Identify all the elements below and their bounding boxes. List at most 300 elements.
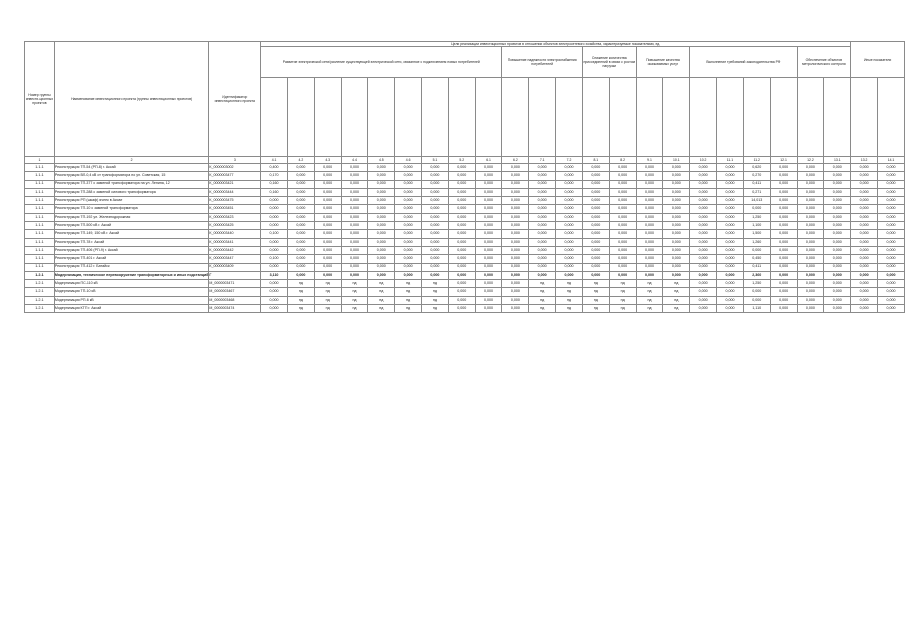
value-cell: 0,000 [448,296,475,304]
value-cell: 0,000 [314,263,341,271]
header-group-b: Повышение надежности электроснабжения потребителей [502,47,582,78]
table-row [25,280,905,288]
project-code: К_0000003477 [209,172,261,180]
value-cell: 0,000 [287,213,314,221]
value-cell: 0,000 [341,271,368,279]
project-name: Реконструкция ТП-78 г. Аксай [54,238,209,246]
value-cell: 0,000 [770,222,797,230]
value-cell: 0,000 [395,164,422,172]
column-number: 13.2 [851,157,878,164]
value-cell: 0,000 [797,263,824,271]
table-row [25,222,905,230]
value-cell: нд [422,280,449,288]
project-code: М_0000003471 [209,280,261,288]
table-row [25,238,905,246]
value-cell: 0,000 [878,205,905,213]
value-cell: 0,000 [287,205,314,213]
value-cell: 0,000 [422,238,449,246]
row-number: 1.2.1 [25,280,55,288]
row-number: 1.1.1 [25,246,55,254]
value-cell: 0,000 [395,271,422,279]
project-name: Модернизация РП-6 кВ [54,296,209,304]
value-cell: 0,000 [341,238,368,246]
project-code: К_0000003423 [209,213,261,221]
value-cell: 0,000 [287,263,314,271]
value-cell: 0,000 [395,205,422,213]
value-cell: 0,000 [314,255,341,263]
value-cell: 0,000 [851,288,878,296]
value-cell: 0,000 [690,213,717,221]
value-cell: 0,000 [851,263,878,271]
header-subcolumn [824,78,851,157]
value-cell: 3,110 [261,271,288,279]
value-cell: 0,400 [261,164,288,172]
value-cell: 0,000 [556,205,583,213]
value-cell: 0,000 [797,222,824,230]
value-cell: 2,360 [743,271,770,279]
value-cell: 0,411 [743,263,770,271]
value-cell: 0,000 [582,188,609,196]
table-row [25,164,905,172]
value-cell: 0,000 [529,263,556,271]
value-cell: 0,000 [556,172,583,180]
value-cell: 0,000 [609,172,636,180]
value-cell: 0,000 [502,246,529,254]
value-cell: 0,000 [609,222,636,230]
value-cell: 0,000 [717,238,744,246]
value-cell: нд [529,296,556,304]
row-number: 1.1.1 [25,222,55,230]
value-cell: нд [341,296,368,304]
value-cell: 0,000 [448,280,475,288]
value-cell: 0,000 [770,305,797,313]
value-cell: 0,000 [475,197,502,205]
value-cell: 0,000 [824,263,851,271]
value-cell: 0,000 [287,164,314,172]
value-cell: 0,000 [797,172,824,180]
value-cell: нд [368,296,395,304]
value-cell: 0,000 [448,288,475,296]
row-number: 1.2.1 [25,305,55,313]
value-cell: 0,000 [878,188,905,196]
value-cell: 0,000 [502,213,529,221]
value-cell: 0,000 [395,255,422,263]
value-cell: 0,000 [529,271,556,279]
value-cell: 0,000 [422,246,449,254]
value-cell: нд [582,288,609,296]
value-cell: 0,000 [609,164,636,172]
value-cell: 0,000 [422,213,449,221]
project-code: К_0000003442 [209,246,261,254]
value-cell: 0,000 [368,271,395,279]
value-cell: 0,000 [824,238,851,246]
value-cell: 0,000 [797,205,824,213]
column-number: 10.2 [690,157,717,164]
value-cell: 0,000 [878,238,905,246]
header-subcolumn [797,78,824,157]
value-cell: 0,000 [448,255,475,263]
value-cell: 0,000 [287,246,314,254]
project-name: Реконструкция ТП-10 с заменой трансформатора [54,205,209,213]
value-cell: 0,000 [529,188,556,196]
value-cell: 0,000 [690,180,717,188]
value-cell: нд [368,305,395,313]
value-cell: 1,100 [743,222,770,230]
project-name: Реконструкция ТП-192 ул. Железнодорожная [54,213,209,221]
value-cell: 0,000 [395,213,422,221]
value-cell: 0,000 [824,305,851,313]
header-subcolumn [448,78,475,157]
value-cell: 0,000 [341,205,368,213]
value-cell: 0,000 [448,305,475,313]
value-cell: 0,000 [851,213,878,221]
column-number: 6.2 [502,157,529,164]
value-cell: 1,250 [743,280,770,288]
column-number: 1 [25,157,55,164]
value-cell: 0,000 [341,230,368,238]
value-cell: 0,000 [502,222,529,230]
value-cell: 0,000 [582,164,609,172]
value-cell: 0,000 [475,213,502,221]
value-cell: 0,620 [743,164,770,172]
value-cell: 0,000 [851,222,878,230]
value-cell: 0,000 [717,197,744,205]
header-row-number: Номер группы инвести-ционных проектов [25,42,55,157]
project-code: М_0000003474 [209,305,261,313]
value-cell: 0,000 [368,164,395,172]
value-cell: 0,000 [770,230,797,238]
value-cell: 0,000 [341,197,368,205]
value-cell: 0,000 [636,197,663,205]
column-number: 10.1 [663,157,690,164]
value-cell: 0,000 [502,230,529,238]
column-number: 13.1 [824,157,851,164]
project-code: К_0000003409 [209,263,261,271]
header-subcolumn [743,78,770,157]
project-name: Реконструкция ТП-412 г. Батайск [54,263,209,271]
header-goals: Цели реализации инвестиционных проектов в отношении объектов электросетевого хозяйства, характеризуемые показателями, ед. [261,42,851,47]
value-cell: 0,000 [529,222,556,230]
value-cell: 0,000 [556,164,583,172]
value-cell: 0,000 [314,271,341,279]
value-cell: 0,000 [422,164,449,172]
project-name: Реконструкция ТП-406 (РП-9) г. Аксай [54,246,209,254]
value-cell: нд [636,280,663,288]
value-cell: 0,000 [475,296,502,304]
value-cell: 0,000 [341,213,368,221]
value-cell: 1,250 [743,213,770,221]
value-cell: 0,000 [261,280,288,288]
value-cell: 0,000 [609,271,636,279]
value-cell: 0,170 [261,172,288,180]
value-cell: 0,000 [314,222,341,230]
value-cell: 0,000 [717,205,744,213]
value-cell: 0,000 [797,238,824,246]
value-cell: 1,260 [743,238,770,246]
value-cell: 0,000 [556,222,583,230]
value-cell: 0,000 [824,188,851,196]
value-cell: нд [368,280,395,288]
value-cell: нд [636,305,663,313]
value-cell: 0,000 [395,263,422,271]
value-cell: нд [556,305,583,313]
value-cell: 0,000 [582,180,609,188]
header-subcolumn [770,78,797,157]
value-cell: 0,000 [690,271,717,279]
column-number: 4.5 [368,157,395,164]
value-cell: нд [341,305,368,313]
value-cell: нд [609,296,636,304]
value-cell: нд [314,288,341,296]
value-cell: нд [582,296,609,304]
value-cell: 0,000 [663,213,690,221]
value-cell: 0,000 [475,205,502,213]
value-cell: 0,000 [878,305,905,313]
value-cell: 0,000 [609,205,636,213]
value-cell: 0,000 [502,296,529,304]
header-subcolumn [475,78,502,157]
header-group-a: Развитие электрической сети/усиление существующей электрической сети, связанное с подключением новых потребителей [261,47,502,78]
value-cell: 0,000 [582,205,609,213]
value-cell: 0,000 [797,305,824,313]
value-cell: 0,000 [502,188,529,196]
header-subcolumn [690,78,717,157]
project-code: К_0000003475 [209,197,261,205]
value-cell: 0,000 [314,197,341,205]
value-cell: 0,000 [502,180,529,188]
row-number: 1.1.1 [25,205,55,213]
value-cell: 0,000 [475,288,502,296]
value-cell: нд [287,305,314,313]
value-cell: 0,000 [368,238,395,246]
value-cell: 0,000 [287,197,314,205]
header-group-c: Снижение количества присоединений в связи с ростом нагрузки [582,47,636,78]
value-cell: 0,000 [717,296,744,304]
value-cell: 0,000 [448,197,475,205]
row-number: 1.2.1 [25,296,55,304]
column-number: 8.1 [582,157,609,164]
value-cell: 0,000 [502,271,529,279]
row-number: 1.1.1 [25,255,55,263]
value-cell: 0,000 [690,255,717,263]
value-cell: нд [556,280,583,288]
value-cell: 0,000 [529,238,556,246]
value-cell: 0,000 [636,188,663,196]
value-cell: 0,000 [368,222,395,230]
value-cell: 0,000 [556,180,583,188]
row-number: 1.1.1 [25,263,55,271]
value-cell: 0,000 [797,296,824,304]
value-cell: 0,000 [448,180,475,188]
value-cell: 0,000 [448,230,475,238]
header-subcolumn [556,78,583,157]
header-subcolumn [502,78,529,157]
value-cell: 0,000 [824,230,851,238]
value-cell: 0,000 [582,230,609,238]
value-cell: 0,000 [770,205,797,213]
value-cell: 0,000 [475,255,502,263]
value-cell: 0,000 [261,213,288,221]
value-cell: 0,000 [770,172,797,180]
project-code: К_0000003444 [209,188,261,196]
value-cell: 0,160 [261,188,288,196]
value-cell: 0,000 [368,197,395,205]
value-cell: 0,000 [314,230,341,238]
value-cell: 0,000 [582,222,609,230]
project-code: Г [209,271,261,279]
header-subcolumn [717,78,744,157]
row-number: 1.1.1 [25,172,55,180]
value-cell: 0,000 [743,205,770,213]
investment-table [24,41,905,313]
value-cell: 0,000 [824,205,851,213]
row-number: 1.1.1 [25,230,55,238]
header-subcolumn [422,78,449,157]
value-cell: 0,000 [824,164,851,172]
value-cell: нд [368,288,395,296]
value-cell: 0,000 [824,296,851,304]
value-cell: 0,000 [448,213,475,221]
project-code: К_0000003441 [209,238,261,246]
value-cell: 0,000 [663,205,690,213]
project-name: Реконструкция ТП-401 г. Аксай [54,255,209,263]
project-name: Реконструкция ТП-149, 150 кВ г. Аксай [54,230,209,238]
value-cell: 0,000 [582,246,609,254]
value-cell: 0,000 [636,230,663,238]
value-cell: 0,000 [636,238,663,246]
table-row [25,213,905,221]
value-cell: 0,000 [717,164,744,172]
table-row [25,230,905,238]
value-cell: 0,000 [878,164,905,172]
value-cell: 1,110 [743,305,770,313]
value-cell: 0,000 [824,172,851,180]
value-cell: 0,000 [851,305,878,313]
value-cell: 0,000 [663,172,690,180]
value-cell: нд [609,288,636,296]
value-cell: 0,000 [690,246,717,254]
row-number: 1.1.1 [25,238,55,246]
value-cell: 0,000 [851,246,878,254]
value-cell: 0,000 [287,271,314,279]
value-cell: 0,000 [636,213,663,221]
table-row [25,305,905,313]
value-cell: 0,000 [368,172,395,180]
value-cell: 0,000 [368,246,395,254]
value-cell: 0,000 [341,255,368,263]
value-cell: 0,000 [422,230,449,238]
header-subcolumn [609,78,636,157]
value-cell: 0,000 [824,246,851,254]
value-cell: 0,000 [368,188,395,196]
value-cell: 0,000 [878,230,905,238]
value-cell: 0,411 [743,180,770,188]
value-cell: 0,000 [717,172,744,180]
row-number: 1.1.1 [25,164,55,172]
value-cell: 0,000 [717,180,744,188]
value-cell: 0,000 [743,288,770,296]
column-number: 12.2 [797,157,824,164]
header-subcolumn [314,78,341,157]
value-cell: 0,000 [878,197,905,205]
value-cell: 0,000 [717,263,744,271]
value-cell: 0,000 [717,246,744,254]
value-cell: 0,000 [475,238,502,246]
value-cell: 0,000 [690,222,717,230]
value-cell: 0,000 [448,271,475,279]
value-cell: 0,000 [797,164,824,172]
value-cell: 0,000 [690,188,717,196]
value-cell: 0,000 [770,263,797,271]
value-cell: 0,000 [261,205,288,213]
table-row [25,205,905,213]
value-cell: 0,000 [609,263,636,271]
value-cell: нд [636,296,663,304]
value-cell: 0,000 [287,188,314,196]
value-cell: нд [636,288,663,296]
value-cell: нд [663,288,690,296]
header-subcolumn [851,78,878,157]
value-cell: 0,000 [717,188,744,196]
value-cell: 0,000 [556,263,583,271]
value-cell: 0,000 [582,255,609,263]
value-cell: 14,013 [743,197,770,205]
value-cell: 0,000 [717,222,744,230]
table-row [25,172,905,180]
value-cell: 0,000 [824,280,851,288]
value-cell: 0,000 [314,205,341,213]
project-name: Реконструкция ТП-377 с заменой трансформатора на ул. Ленина, 12 [54,180,209,188]
value-cell: 0,000 [717,213,744,221]
value-cell: 0,000 [502,288,529,296]
value-cell: 0,000 [341,222,368,230]
value-cell: 0,000 [368,230,395,238]
value-cell: 0,000 [663,197,690,205]
value-cell: 0,000 [287,230,314,238]
header-subcolumn [582,78,609,157]
project-name: Реконструкция ТП-54 (РП-8) г. Аксай [54,164,209,172]
value-cell: 0,000 [368,263,395,271]
value-cell: 0,000 [582,271,609,279]
value-cell: 0,000 [609,197,636,205]
column-number: 4.1 [261,157,288,164]
value-cell: нд [529,305,556,313]
header-project-code: Идентификатор инвестиционного проекта [209,42,261,157]
row-number: 1.1.1 [25,180,55,188]
value-cell: 0,000 [422,180,449,188]
value-cell: 0,000 [422,222,449,230]
value-cell: 0,000 [368,213,395,221]
value-cell: нд [663,296,690,304]
value-cell: 0,000 [609,188,636,196]
value-cell: 0,000 [395,246,422,254]
value-cell: 0,000 [582,238,609,246]
header-subcolumn [368,78,395,157]
value-cell: 0,000 [636,172,663,180]
value-cell: 0,000 [502,263,529,271]
row-number: 1.2.1 [25,288,55,296]
column-number: 4.4 [341,157,368,164]
value-cell: 0,000 [690,172,717,180]
table-row [25,246,905,254]
value-cell: 0,000 [636,246,663,254]
value-cell: 0,000 [636,205,663,213]
project-code: М_0000003468 [209,296,261,304]
value-cell: 0,000 [502,205,529,213]
value-cell: 0,000 [690,280,717,288]
value-cell: 0,000 [824,288,851,296]
header-project-name: Наименование инвестиционного проекта (группы инвестиционных проектов) [54,42,209,157]
